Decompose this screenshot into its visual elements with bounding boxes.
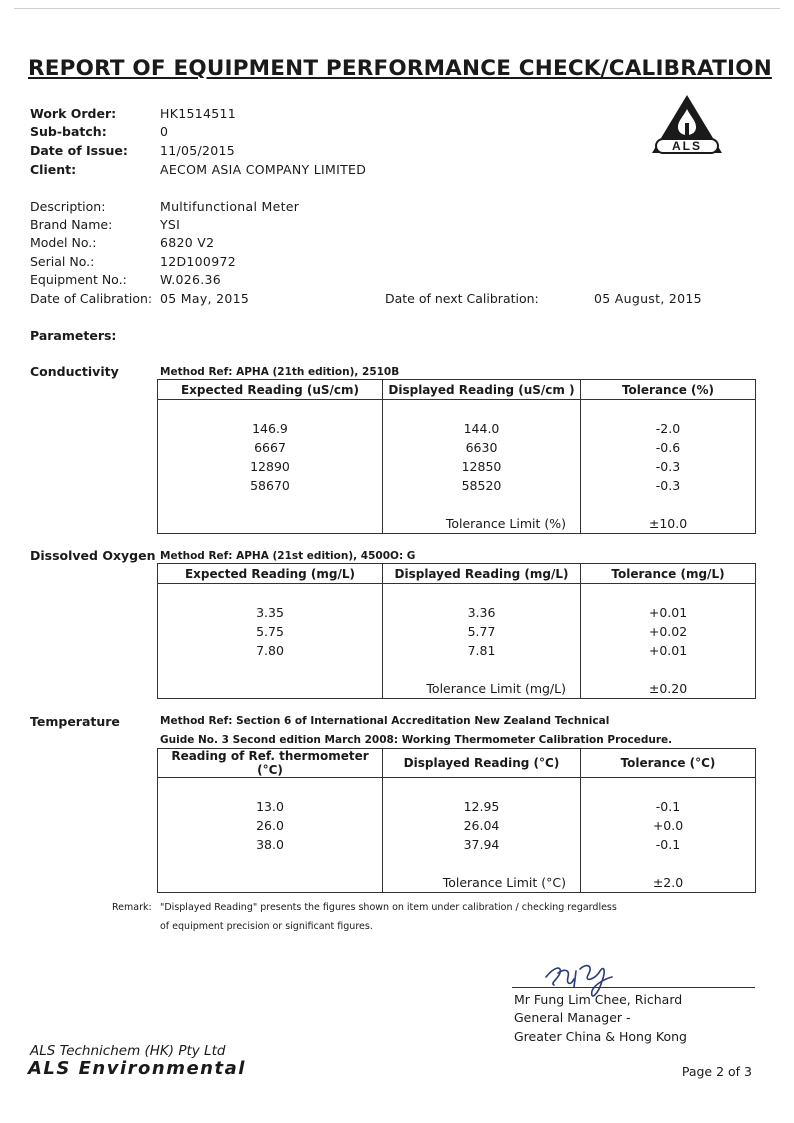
temperature-method-ref-line2: Guide No. 3 Second edition March 2008: Working Thermometer Calibration Procedure. (160, 734, 673, 746)
client-value: AECOM ASIA COMPANY LIMITED (160, 162, 367, 177)
expected-reading: 6667 (158, 438, 383, 457)
brand-name-value: YSI (160, 217, 181, 232)
conductivity-heading: Conductivity (30, 364, 119, 379)
spacer-row (158, 400, 756, 420)
table-row (158, 476, 756, 495)
client-label: Client: (30, 162, 77, 177)
work-order-label: Work Order: (30, 106, 117, 121)
spacer-row (158, 495, 756, 514)
tolerance: -0.1 (581, 797, 756, 816)
temperature-heading: Temperature (30, 714, 120, 729)
report-title: REPORT OF EQUIPMENT PERFORMANCE CHECK/CALIBRATION (28, 56, 772, 81)
table-header-row (158, 380, 756, 400)
signature-line (512, 987, 755, 988)
spacer-row (158, 778, 756, 798)
tolerance-limit-value: ±0.20 (581, 679, 756, 699)
table-row (158, 816, 756, 835)
date-of-issue-value: 11/05/2015 (160, 143, 236, 158)
column-header: Displayed Reading (uS/cm ) (383, 380, 581, 400)
displayed-reading: 12850 (383, 457, 581, 476)
expected-reading: 3.35 (158, 603, 383, 622)
brand-wordmark: ALS Environmental (28, 1058, 246, 1079)
sub-batch-value: 0 (160, 124, 169, 139)
remark-line2: of equipment precision or significant figures. (160, 921, 373, 932)
als-logo (650, 93, 724, 157)
next-calibration-label: Date of next Calibration: (385, 291, 539, 306)
tolerance-limit-row (158, 679, 756, 699)
table-row (158, 603, 756, 622)
equipment-no-value: W.026.36 (160, 272, 222, 287)
expected-reading: 5.75 (158, 622, 383, 641)
column-header: Displayed Reading (°C) (383, 749, 581, 778)
spacer-row (158, 584, 756, 604)
column-header: Tolerance (mg/L) (581, 564, 756, 584)
column-header: Tolerance (°C) (581, 749, 756, 778)
tolerance-limit-label: Tolerance Limit (°C) (383, 873, 581, 893)
displayed-reading: 7.81 (383, 641, 581, 660)
table-header-row (158, 564, 756, 584)
displayed-reading: 26.04 (383, 816, 581, 835)
tolerance: -0.3 (581, 457, 756, 476)
page-number: Page 2 of 3 (681, 1064, 752, 1079)
tolerance: -0.1 (581, 835, 756, 854)
signatory-name: Mr Fung Lim Chee, Richard (514, 992, 683, 1007)
table-header-row (158, 749, 756, 778)
serial-no-value: 12D100972 (160, 254, 236, 269)
tolerance: -2.0 (581, 419, 756, 438)
model-no-label: Model No.: (30, 235, 97, 250)
column-header: Expected Reading (uS/cm) (158, 380, 383, 400)
tolerance: -0.3 (581, 476, 756, 495)
column-header: Reading of Ref. thermometer (°C) (158, 749, 383, 778)
tolerance: -0.6 (581, 438, 756, 457)
als-logo-icon (650, 93, 724, 157)
displayed-reading: 12.95 (383, 797, 581, 816)
tolerance-limit-label: Tolerance Limit (mg/L) (383, 679, 581, 699)
tolerance-limit-value: ±10.0 (581, 514, 756, 534)
calibration-date-value: 05 May, 2015 (160, 291, 250, 306)
table-row (158, 622, 756, 641)
description-value: Multifunctional Meter (160, 199, 300, 214)
dissolved-oxygen-heading: Dissolved Oxygen (30, 548, 156, 563)
brand-name-label: Brand Name: (30, 217, 113, 232)
column-header: Tolerance (%) (581, 380, 756, 400)
displayed-reading: 37.94 (383, 835, 581, 854)
table-row (158, 419, 756, 438)
svg-text:ALS: ALS (672, 139, 702, 153)
dissolved-oxygen-method-ref: Method Ref: APHA (21st edition), 4500O: G (160, 550, 416, 562)
tolerance-limit-value: ±2.0 (581, 873, 756, 893)
column-header: Expected Reading (mg/L) (158, 564, 383, 584)
description-label: Description: (30, 199, 106, 214)
temperature-method-ref-line1: Method Ref: Section 6 of International Accreditation New Zealand Technical (160, 715, 610, 727)
table-row (158, 797, 756, 816)
table-row (158, 641, 756, 660)
displayed-reading: 5.77 (383, 622, 581, 641)
table-row (158, 457, 756, 476)
spacer-row (158, 660, 756, 679)
conductivity-table (157, 379, 756, 534)
conductivity-method-ref: Method Ref: APHA (21th edition), 2510B (160, 366, 400, 378)
dissolved-oxygen-table (157, 563, 756, 699)
calibration-date-label: Date of Calibration: (30, 291, 153, 306)
top-rule (14, 8, 780, 9)
next-calibration-value: 05 August, 2015 (594, 291, 702, 306)
company-name: ALS Technichem (HK) Pty Ltd (30, 1043, 226, 1059)
displayed-reading: 58520 (383, 476, 581, 495)
tolerance-limit-row (158, 514, 756, 534)
tolerance-limit-label: Tolerance Limit (%) (383, 514, 581, 534)
expected-reading: 12890 (158, 457, 383, 476)
remark-line1: "Displayed Reading" presents the figures shown on item under calibration / checking regardless (160, 902, 617, 913)
signatory-region: Greater China & Hong Kong (514, 1029, 687, 1044)
parameters-heading: Parameters: (30, 328, 117, 343)
work-order-value: HK1514511 (160, 106, 236, 121)
expected-reading: 146.9 (158, 419, 383, 438)
displayed-reading: 3.36 (383, 603, 581, 622)
expected-reading: 58670 (158, 476, 383, 495)
signatory-title: General Manager - (514, 1010, 631, 1025)
table-row (158, 835, 756, 854)
reference-reading: 13.0 (158, 797, 383, 816)
serial-no-label: Serial No.: (30, 254, 95, 269)
column-header: Displayed Reading (mg/L) (383, 564, 581, 584)
sub-batch-label: Sub-batch: (30, 124, 107, 139)
tolerance: +0.0 (581, 816, 756, 835)
tolerance-limit-row (158, 873, 756, 893)
reference-reading: 26.0 (158, 816, 383, 835)
displayed-reading: 144.0 (383, 419, 581, 438)
table-row (158, 438, 756, 457)
tolerance: +0.01 (581, 603, 756, 622)
tolerance: +0.02 (581, 622, 756, 641)
equipment-no-label: Equipment No.: (30, 272, 127, 287)
remark-label: Remark: (112, 902, 152, 913)
spacer-row (158, 854, 756, 873)
date-of-issue-label: Date of Issue: (30, 143, 128, 158)
model-no-value: 6820 V2 (160, 235, 215, 250)
tolerance: +0.01 (581, 641, 756, 660)
displayed-reading: 6630 (383, 438, 581, 457)
reference-reading: 38.0 (158, 835, 383, 854)
expected-reading: 7.80 (158, 641, 383, 660)
temperature-table (157, 748, 756, 893)
